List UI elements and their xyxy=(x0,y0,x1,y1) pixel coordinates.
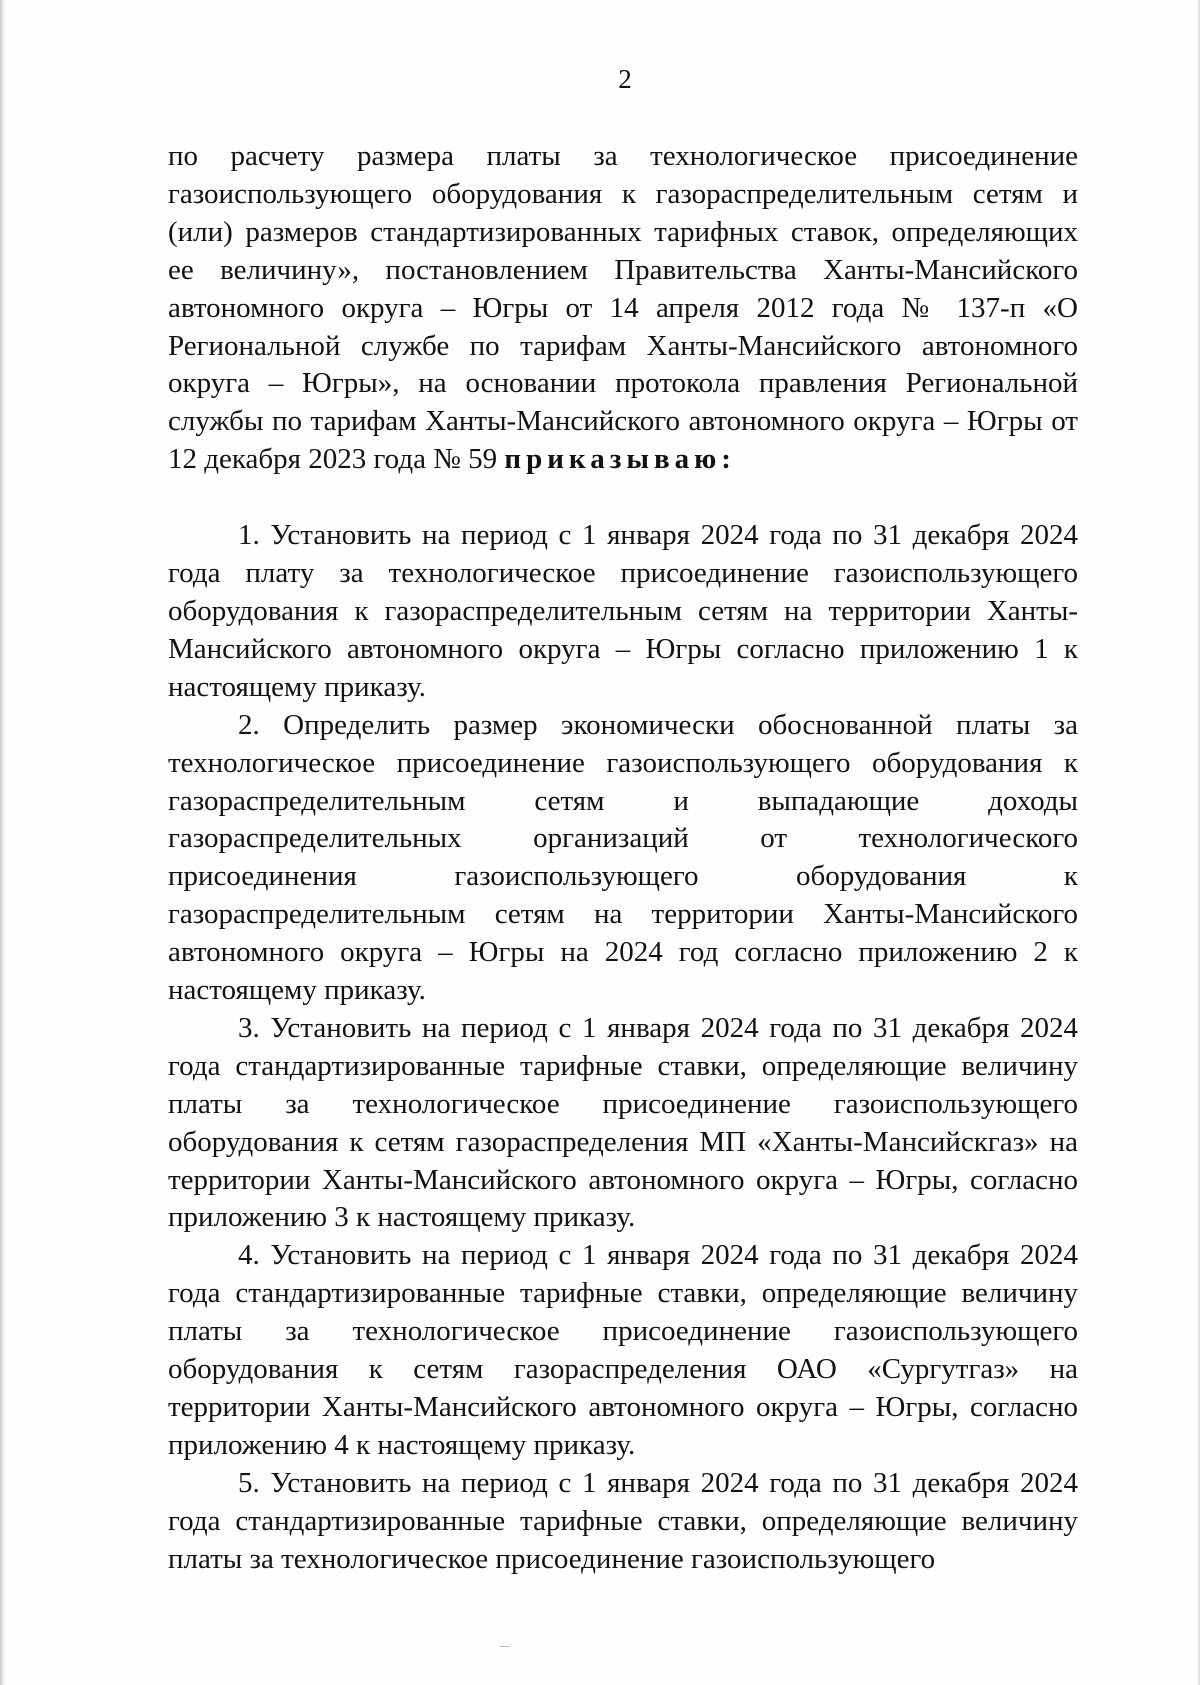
page-number: 2 xyxy=(618,64,632,94)
order-item-5: 5. Установить на период с 1 января 2024 года по 31 декабря 2024 года стандартизированные тарифные ставки, определяющие величину платы за технологическое присоединение газоиспользующего xyxy=(168,1466,1078,1575)
preamble-paragraph xyxy=(168,138,1078,479)
order-item-1: 1. Установить на период с 1 января 2024 года по 31 декабря 2024 года плату за технологическое присоединение газоиспользующего оборудования к газораспределительным сетям на территории Ханты-Мансийского автономного округа – Югры согласно приложению 1 к настоящему приказу. xyxy=(168,519,1078,703)
order-item-2: 2. Определить размер экономически обоснованной платы за технологическое присоединение газоиспользующего оборудования к газораспределительным сетям и выпадающие доходы газораспределительных организаций от технологического присоединения газоиспользующего оборудования к газораспределительным сетям на территории Ханты-Мансийского автономного округа – Югры на 2024 год согласно приложению 2 к настоящему приказу. xyxy=(168,708,1078,1007)
order-item-3: 3. Установить на период с 1 января 2024 года по 31 декабря 2024 года стандартизированные тарифные ставки, определяющие величину платы за технологическое присоединение газоиспользующего оборудования к сетям газораспределения МП «Ханты-Мансийскгаз» на территории Ханты-Мансийского автономного округа – Югры, согласно приложению 3 к настоящему приказу. xyxy=(168,1011,1078,1234)
scan-edge-left xyxy=(0,0,6,1685)
scan-mark xyxy=(500,1646,510,1647)
order-word: приказываю: xyxy=(504,443,736,476)
preamble-text: по расчету размера платы за технологическое присоединение газоиспользующего оборудования к газораспределительным сетям и (или) размеров стандартизированных тарифных ставок, определяющих ее величину», постановлением Правительства Ханты-Мансийского автономного округа – Югры от 14 апреля 2012 года № 137-п «О Региональной службе по тарифам Ханты-Мансийского автономного округа – Югры», на основании протокола правления Региональной службы по тарифам Ханты-Мансийского автономного округа – Югры от 12 декабря 2023 года № 59 xyxy=(168,140,1078,476)
order-item-4: 4. Установить на период с 1 января 2024 года по 31 декабря 2024 года стандартизированные тарифные ставки, определяющие величину платы за технологическое присоединение газоиспользующего оборудования к сетям газораспределения ОАО «Сургутгаз» на территории Ханты-Мансийского автономного округа – Югры, согласно приложению 4 к настоящему приказу. xyxy=(168,1239,1078,1461)
document-body xyxy=(168,138,1078,1579)
scan-edge-right xyxy=(1196,0,1200,1685)
